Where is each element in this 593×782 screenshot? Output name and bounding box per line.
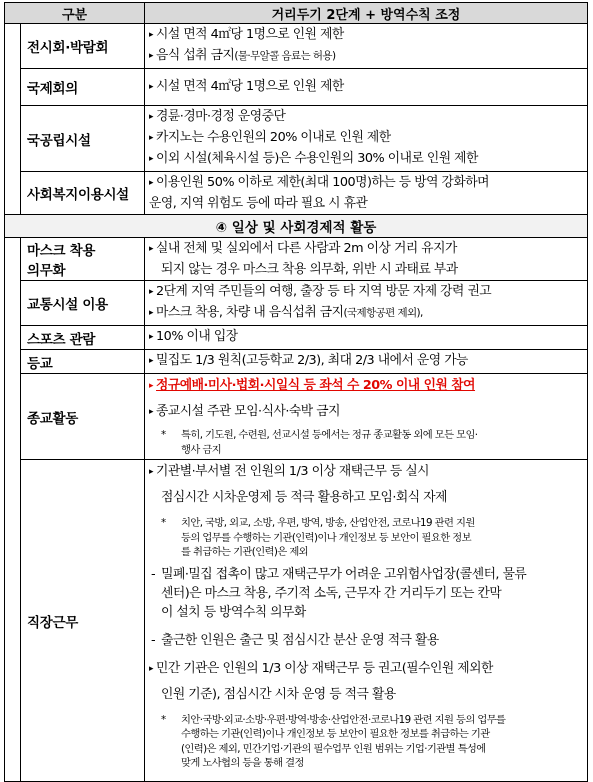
row-mask (5, 238, 588, 281)
row-religion (5, 374, 588, 460)
gutter-cell (5, 238, 21, 782)
policy-table (4, 2, 588, 782)
content-mask: ▸ 실내 전체 및 실외에서 다른 사람과 2m 이상 거리 유지가 되지 않는 경우 마스크 착용 의무화, 위반 시 과태료 부과 (145, 238, 588, 281)
bullet-icon: ▸ (149, 112, 154, 122)
bullet-icon: ▸ (149, 81, 154, 92)
section-title: ④ 일상 및 사회경제적 활동 (5, 215, 588, 238)
category-public-facility: 국공립시설 (21, 106, 145, 172)
row-exhibition (5, 24, 588, 69)
row-public-facility (5, 106, 588, 172)
gutter-cell (5, 24, 21, 215)
category-transport: 교통시설 이용 (21, 281, 145, 326)
category-exhibition: 전시회·박람회 (21, 24, 145, 69)
category-work: 직장근무 (21, 460, 145, 782)
row-conference (5, 69, 588, 106)
content-public-facility: ▸ 경륜·경마·경정 운영중단 ▸ 카지노는 수용인원의 20% 이내로 인원 제한 ▸ 이외 시설(체육시설 등)은 수용인원의 30% 이내로 인원 제한 (145, 106, 588, 172)
religion-red-highlight: 정규예배·미사·법회·시일식 등 좌석 수 20% 이내 인원 참여 (156, 378, 476, 393)
category-welfare: 사회복지이용시설 (21, 172, 145, 215)
row-school (5, 350, 588, 374)
bullet-icon: ▸ (149, 154, 154, 164)
header-category: 구분 (5, 3, 145, 24)
content-exhibition: ▸ 시설 면적 4㎡당 1명으로 인원 제한 ▸ 음식 섭취 금지(물·무알콜 음료는 허용) (145, 24, 588, 69)
bullet-icon: ▸ (149, 332, 154, 342)
row-welfare (5, 172, 588, 215)
category-conference: 국제회의 (21, 69, 145, 106)
row-work (5, 460, 588, 782)
row-sports (5, 326, 588, 350)
bullet-icon: ▸ (149, 467, 154, 477)
category-sports: 스포츠 관람 (21, 326, 145, 350)
bullet-icon: ▸ (149, 663, 154, 674)
bullet-icon: ▸ (149, 407, 154, 417)
content-welfare: ▸ 이용인원 50% 이하로 제한(최대 100명)하는 등 방역 강화하며 운영, 지역 위험도 등에 따라 필요 시 휴관 (145, 172, 588, 215)
content-work: ▸ 기관별·부서별 전 인원의 1/3 이상 재택근무 등 실시 점심시간 시차운영제 등 적극 활용하고 모임·회식 자제 * 치안, 국방, 외교, 소방, 우편, 방역, 방송, 산업안전, 코로나19 관련 지원 등의 업무를 수행하는 기관(인력)이나 개인정보 등 보안이 필요한 정보 를 취급하는 기관(인력)은 제외 - 밀폐·밀집 접촉이 많고 재택근무가 어려운 고위험사업장(콜센터, 물류 센터)은 마스크 착용, 주기적 소독, 근무자 간 거리두기 또는 칸막 이 설치 등 방역수칙 의무화 - 출근한 인원은 출근 및 점심시간 분산 운영 적극 활용 ▸ 민간 기관은 인원의 1/3 이상 재택근무 등 권고(필수인원 제외한 인원 기준), 점심시간 시차 운영 등 적극 활용 * 치안·국방·외교·소방·우편·방역·방송·산업안전·코로나19 관련 지원 등의 업무를 수행하는 기관(인력)이나 개인정보 등 보안이 필요한 정보를 취급하는 기관 (인력)은 제외, 민간기업·기관의 필수업무 인원 범위는 기업·기관별 특성에 맞게 노사협의 등을 통해 결정 (145, 460, 588, 782)
content-sports: ▸ 10% 이내 입장 (145, 326, 588, 350)
bullet-icon: ▸ (149, 133, 154, 143)
category-school: 등교 (21, 350, 145, 374)
bullet-icon: ▸ (149, 287, 154, 297)
bullet-icon: ▸ (149, 381, 154, 391)
bullet-icon: ▸ (149, 244, 154, 254)
bullet-icon: ▸ (149, 356, 154, 366)
section-daily-activities (5, 215, 588, 238)
table-header-row (5, 3, 588, 24)
header-content: 거리두기 2단계 + 방역수칙 조정 (145, 3, 588, 24)
category-religion: 종교활동 (21, 374, 145, 460)
bullet-icon: ▸ (149, 51, 154, 61)
content-religion: ▸ 정규예배·미사·법회·시일식 등 좌석 수 20% 이내 인원 참여 ▸ 종교시설 주관 모임·식사·숙박 금지 * 특히, 기도원, 수련원, 선교시설 등에서는 정규 종교활동 외에 모든 모임· 행사 금지 (145, 374, 588, 460)
content-transport: ▸ 2단계 지역 주민들의 여행, 출장 등 타 지역 방문 자제 강력 권고 ▸ 마스크 착용, 차량 내 음식섭취 금지(국제항공편 제외), (145, 281, 588, 326)
content-school: ▸ 밀집도 1/3 원칙(고등학교 2/3), 최대 2/3 내에서 운영 가능 (145, 350, 588, 374)
bullet-icon: ▸ (149, 178, 154, 188)
category-mask: 마스크 착용 의무화 (21, 238, 145, 281)
bullet-icon: ▸ (149, 30, 154, 40)
row-transport (5, 281, 588, 326)
content-conference: ▸ 시설 면적 4㎡당 1명으로 인원 제한 (145, 69, 588, 106)
bullet-icon: ▸ (149, 308, 154, 318)
